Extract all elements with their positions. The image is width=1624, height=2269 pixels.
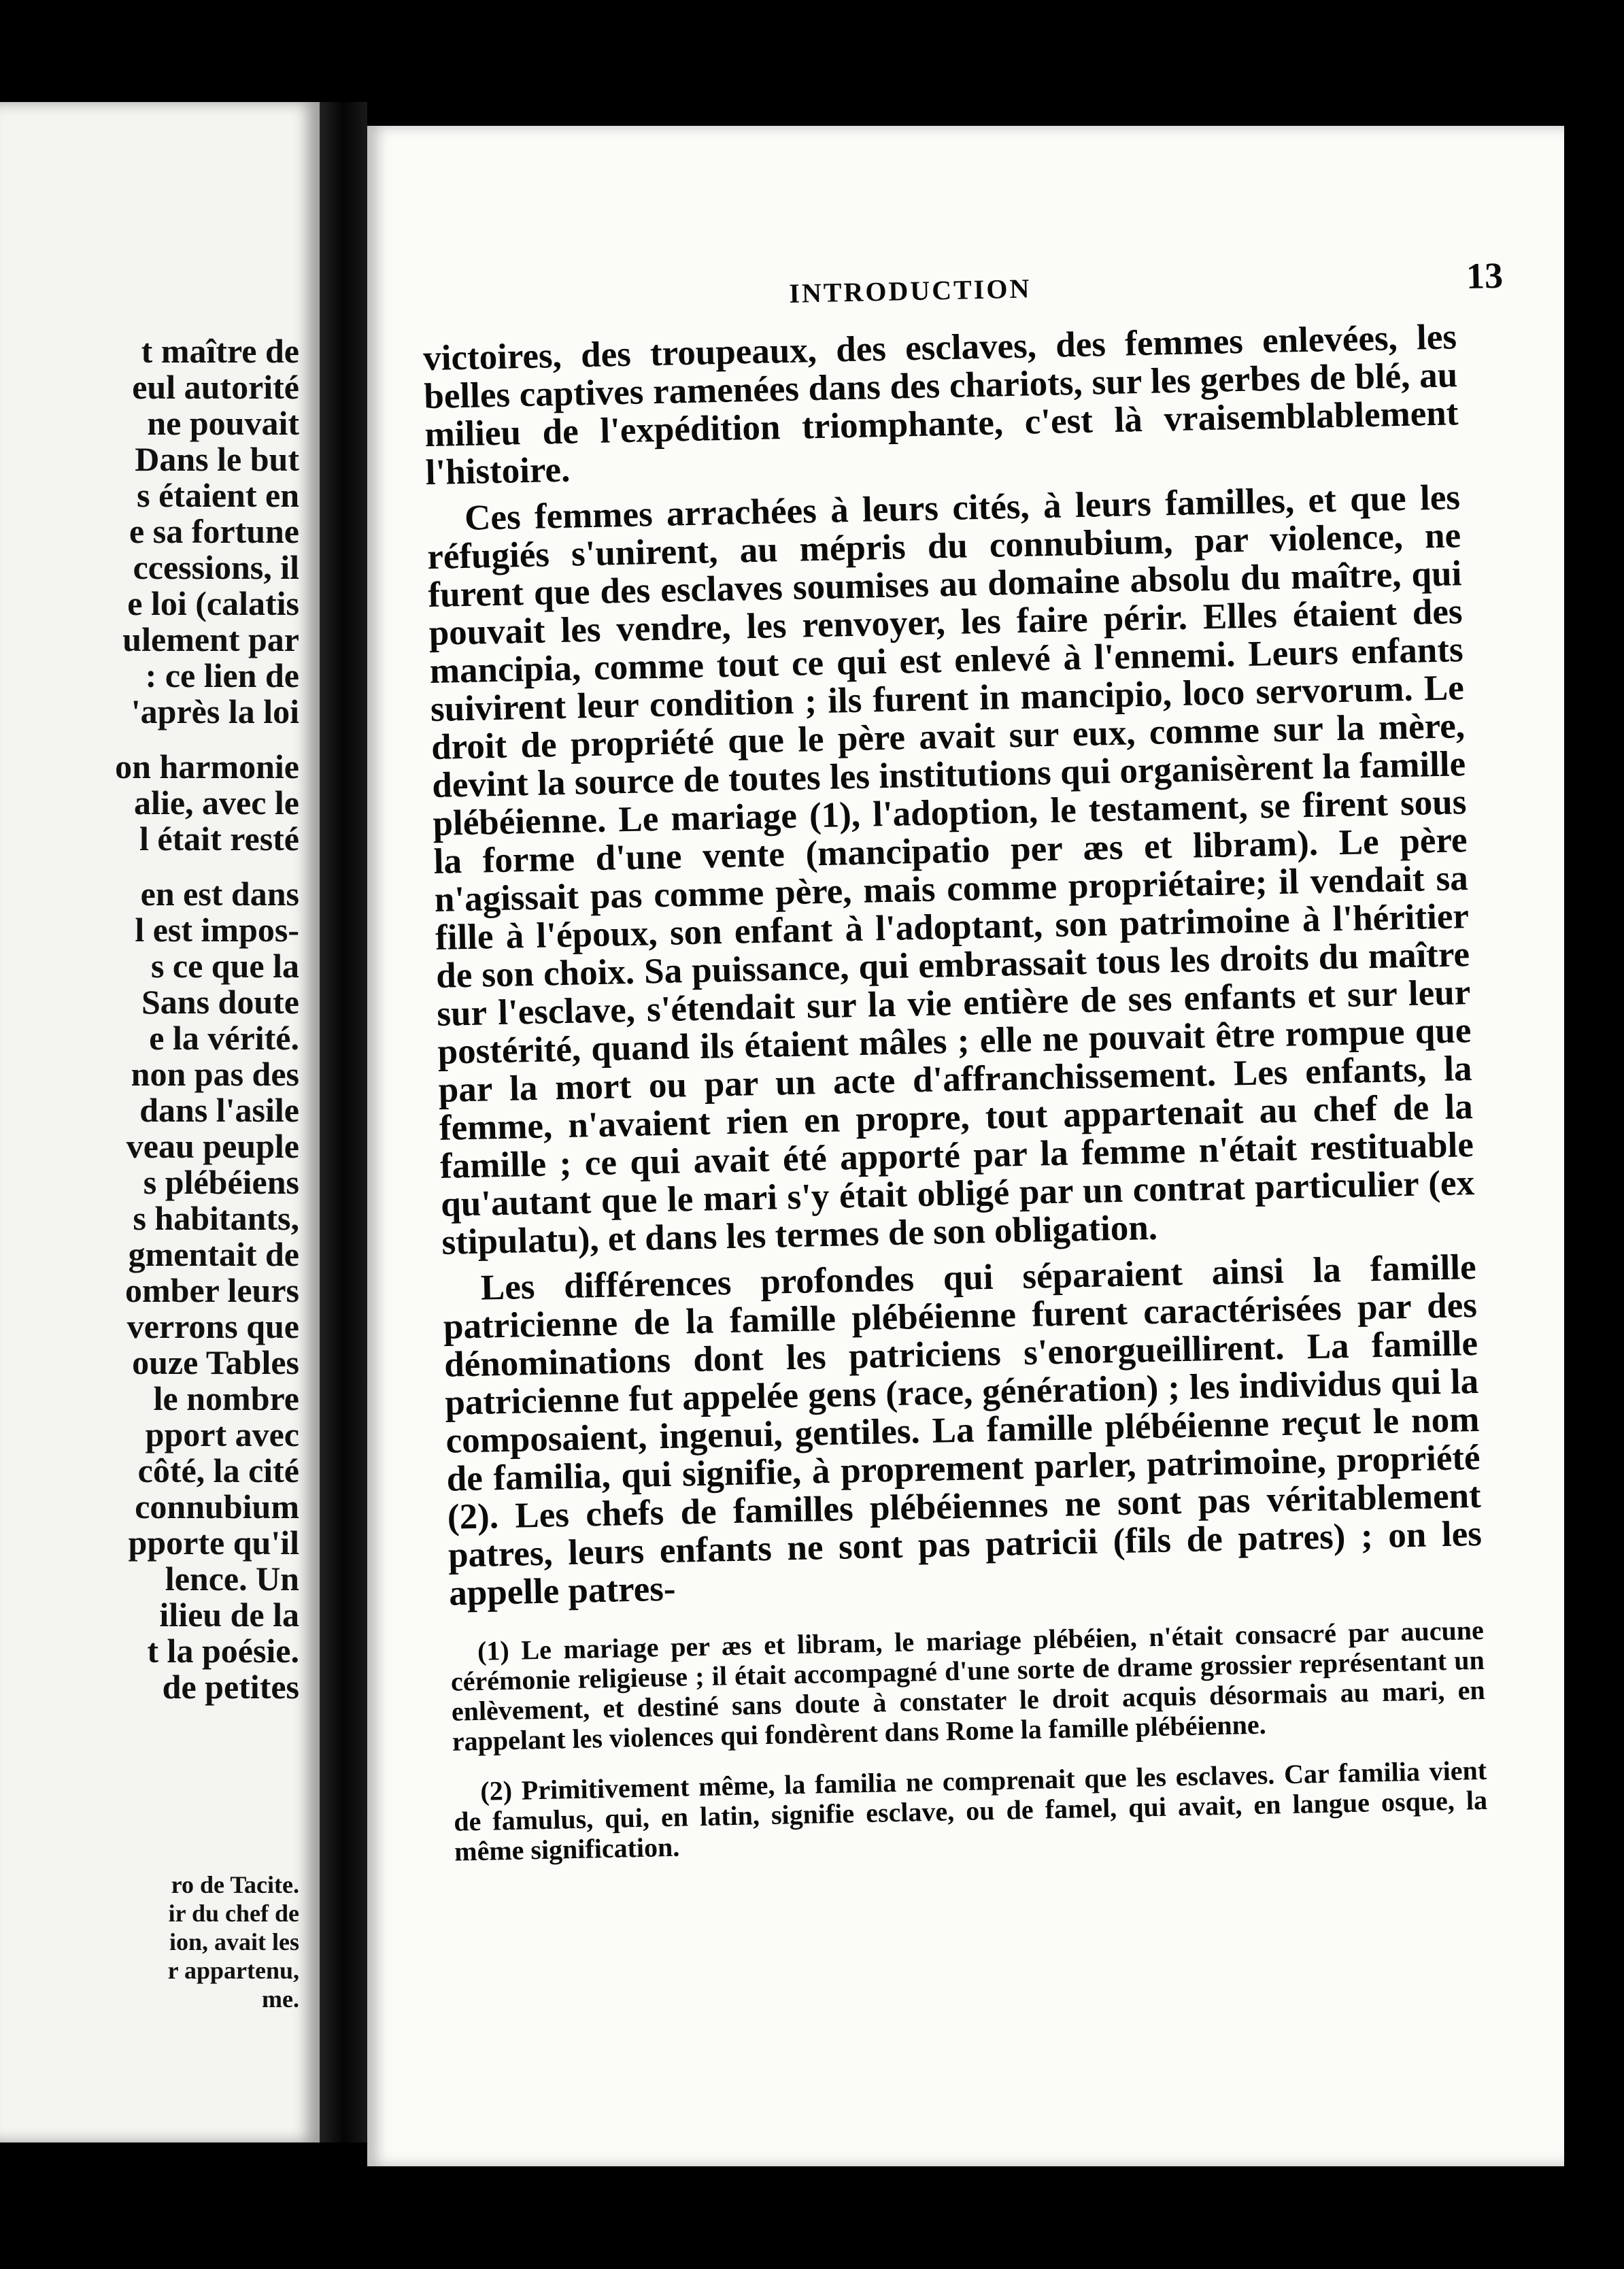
left-page-line: e loi (calatis: [127, 584, 299, 622]
left-page-line: [0, 730, 299, 749]
left-page-line: ouze Tables: [132, 1343, 299, 1381]
left-footnote-line: ro de Tacite.: [171, 1871, 299, 1898]
running-title: INTRODUCTION: [788, 273, 1032, 309]
left-page-line: : ce lien de: [145, 656, 299, 694]
page-content: [394, 254, 1504, 1887]
left-page-line: verrons que: [126, 1307, 299, 1345]
left-page-line: t la poésie.: [147, 1632, 299, 1670]
left-page-line: ccessions, il: [133, 548, 299, 586]
left-page-line: e sa fortune: [129, 512, 299, 550]
left-page-line: de petites: [162, 1668, 299, 1706]
paragraph-2: Ces femmes arrachées à leurs cités, à leurs familles, et que les réfugiés s'unirent, au mépris du connubium, par violence, ne furent que des esclaves soumises au domaine absolu du maître, qui pouvait les vendre, les renvoyer, les faire périr. Elles étaient des mancipia, comme tout ce qui est enlevé à l'ennemi. Leurs enfants suivirent leur condition ; ils furent in mancipio, loco servorum. Le droit de propriété que le père avait sur eux, comme sur la mère, devint la source de toutes les institutions qui organisèrent la famille plébéienne. Le mariage (1), l'adoption, le testament, se firent sous la forme d'une vente (mancipatio per æs et libram). Le père n'agissait pas comme père, mais comme propriétaire; il vendait sa fille à l'époux, son enfant à l'adoptant, son patrimoine à l'héritier de son choix. Sa puissance, qui embrassait tous les droits du maître sur l'esclave, s'étendait sur la vie entière de ses enfants et sur leur postérité, quand ils étaient mâles ; elle ne pouvait être rompue que par la mort ou par un acte d'affranchissement. Les enfants, la femme, n'avaient rien en propre, tout appartenait au chef de la famille ; ce qui avait été apporté par la femme n'était restituable qu'autant que le mari s'y était obligé par un contrat particulier (ex stipulatu), et dans les termes de son obligation.: [426, 477, 1475, 1262]
left-page-line: e la vérité.: [149, 1019, 299, 1057]
left-page-line: s ce que la: [150, 947, 299, 985]
left-page-line: veau peuple: [126, 1127, 299, 1165]
book-gutter: [320, 102, 367, 2142]
left-page-footnotes: [0, 1870, 299, 2013]
left-page-line: s plébéiens: [143, 1163, 299, 1201]
left-page-line: eul autorité: [132, 368, 299, 406]
body-text: [423, 318, 1489, 1866]
left-page-line: l était resté: [139, 820, 299, 858]
left-page-line: gmentait de: [128, 1235, 299, 1273]
left-page-line: Sans doute: [141, 983, 299, 1021]
left-footnote-line: r appartenu,: [167, 1957, 299, 1984]
left-page-line: pporte qu'il: [128, 1524, 299, 1562]
left-page-line: côté, la cité: [137, 1451, 299, 1490]
footnotes: [450, 1615, 1489, 1867]
left-page-text: [0, 333, 299, 1705]
left-page-line: le nombre: [153, 1379, 299, 1417]
right-page: [367, 126, 1564, 2166]
left-page-line: omber leurs: [125, 1271, 299, 1309]
paragraph-3: Les différences profondes qui séparaient ainsi la famille patricienne de la famille plébéienne furent caractérisées par des dénominations dont les patriciens s'enorgueillirent. La famille patricienne fut appelée gens (race, génération) ; les individus qui la composaient, ingenui, gentiles. La famille plébéienne reçut le nom de familia, qui signifie, à proprement parler, patrimoine, propriété (2). Les chefs de familles plébéiennes ne sont pas véritablement patres, leurs enfants ne sont pas patricii (fils de patres) ; on les appelle patres-: [443, 1247, 1483, 1613]
left-page-line: ne pouvait: [147, 404, 299, 442]
left-page-line: 'après la loi: [131, 692, 299, 730]
page-number: 13: [1466, 254, 1504, 297]
left-footnote-line: me.: [262, 1985, 299, 2013]
left-page-line: en est dans: [140, 875, 299, 913]
left-page-line: pport avec: [145, 1415, 299, 1453]
left-page-line: non pas des: [131, 1055, 299, 1093]
left-footnote-line: ion, avait les: [169, 1928, 299, 1955]
left-page-line: dans l'asile: [139, 1091, 299, 1129]
left-page-line: s habitants,: [133, 1199, 299, 1237]
left-page-line: t maître de: [141, 332, 299, 370]
paragraph-1: victoires, des troupeaux, des esclaves, des femmes enlevées, les belles captives ramenées dans des chariots, sur les gerbes de blé, au milieu de l'expédition triomphante, c'est là vraisemblablement l'histoire.: [422, 317, 1459, 493]
left-page-line: [0, 857, 299, 876]
left-page-line: ilieu de la: [159, 1596, 299, 1634]
footnote-2: (2) Primitivement même, la familia ne comprenait que les esclaves. Car familia vient de famulus, qui, en latin, signifie esclave, ou de famel, qui avait, en langue osque, la même signification.: [453, 1754, 1488, 1867]
left-page-line: alie, avec le: [134, 784, 299, 822]
left-page-line: on harmonie: [115, 747, 299, 786]
left-page: [0, 102, 320, 2142]
left-page-line: connubium: [135, 1488, 299, 1526]
left-page-line: s étaient en: [137, 476, 299, 514]
left-page-line: l est impos-: [135, 911, 299, 949]
left-footnote-line: ir du chef de: [168, 1900, 299, 1927]
left-page-line: ulement par: [122, 620, 299, 658]
footnote-1: (1) Le mariage per æs et libram, le mariage plébéien, n'était consacré par aucune cérémonie religieuse ; il était accompagné d'une sorte de drame grossier représentant un enlèvement, et destiné sans doute à constater le droit acquis désormais au mari, en rappelant les violences qui fondèrent dans Rome la famille plébéienne.: [450, 1614, 1486, 1757]
left-page-line: lence. Un: [165, 1560, 299, 1598]
left-page-line: Dans le but: [135, 440, 299, 478]
